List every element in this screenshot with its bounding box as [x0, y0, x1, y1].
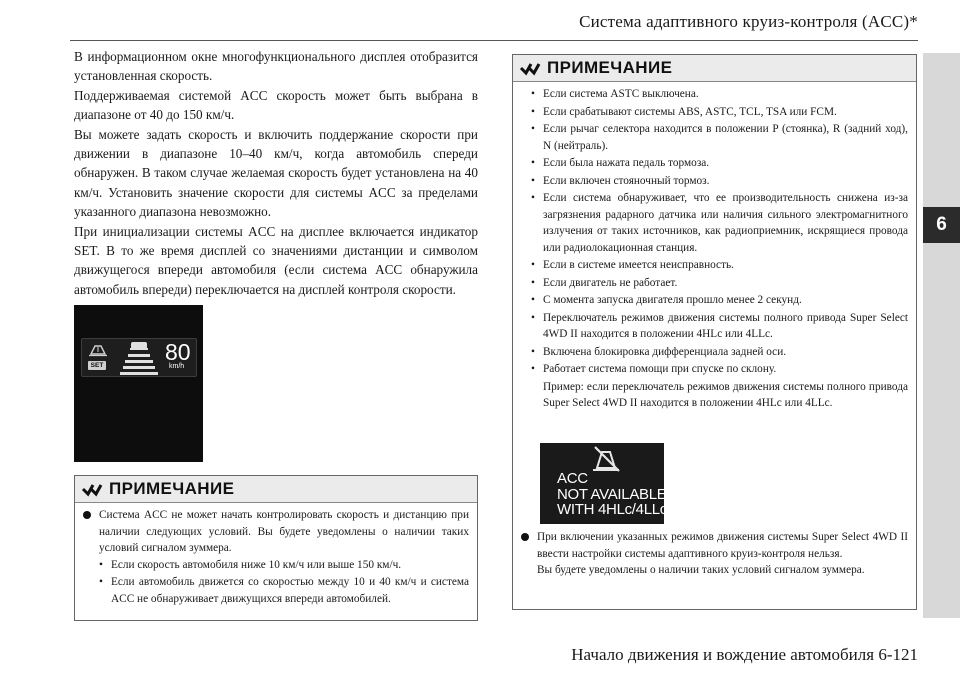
- set-indicator: SET: [88, 361, 106, 370]
- acc-disabled-icon: [589, 444, 623, 473]
- note-title: ПРИМЕЧАНИЕ: [109, 479, 235, 498]
- checkmark-icon: [81, 481, 103, 497]
- note-list-item: • Если рычаг селектора находится в положении P (стоянка), R (задний ход), N (нейтраль).: [531, 123, 908, 152]
- note-box-left: [74, 475, 478, 621]
- chapter-side-tab: [923, 53, 960, 618]
- page-footer: Начало движения и вождение автомобиля 6-121: [571, 645, 918, 664]
- speed-unit: km/h: [169, 363, 185, 370]
- acc-warning-text: ACC NOT AVAILABLE WITH 4HLc/4LLc: [557, 470, 667, 518]
- note-example: Пример: если переключатель режимов движения системы полного привода Super Select 4WD II находится в положении 4HLc или 4LLc.: [543, 380, 908, 409]
- page-header-title: Система адаптивного круиз-контроля (ACC)*: [579, 12, 918, 31]
- note-list-item: • Работает система помощи при спуске по склону.: [531, 363, 777, 375]
- note-list-item: • Если автомобиль движется со скоростью между 10 и 40 км/ч и система ACC не обнаруживает движущихся впереди автомобилей.: [99, 576, 469, 605]
- bullet-disc-icon: [521, 533, 529, 541]
- note-list-item: • С момента запуска двигателя прошло менее 2 секунд.: [531, 294, 802, 306]
- note-list-item: • Переключатель режимов движения системы полного привода Super Select 4WD II находится в положении 4HLc или 4LLc.: [531, 311, 908, 340]
- note-final-paragraph: При включении указанных режимов движения системы Super Select 4WD II ввести настройки системы адаптивного круиз-контроля нельзя.: [521, 529, 908, 562]
- note-list-item: • Если система ASTC выключена.: [531, 88, 699, 100]
- note-header: [513, 55, 916, 82]
- chapter-number: 6: [923, 207, 960, 243]
- header-divider: [70, 40, 918, 41]
- body-paragraph: В информационном окне многофункционального дисплея отобразится установленная скорость.: [74, 49, 478, 84]
- vehicle-ahead-distance-icon: [119, 339, 159, 376]
- body-paragraph: При инициализации системы ACC на дисплее включается индикатор SET. В то же время дисплей со значениями дистанции и символом движущегося впереди автомобиля (если система ACC обнаружила автомобиль впереди) переключается на дисплей контроля скорости.: [74, 223, 478, 297]
- note-list-item: • Если срабатывают системы ABS, ASTC, TCL, TSA или FCM.: [531, 105, 837, 118]
- note-title: ПРИМЕЧАНИЕ: [547, 58, 673, 77]
- note-list-item: • Если была нажата педаль тормоза.: [531, 157, 710, 169]
- note-header: [75, 476, 477, 503]
- note-list-item: • Если система обнаруживает, что ее производительность снижена из-за загрязнения радарного датчика или наличия сильного электромагнитного излучения от таких источников, как радиоприемник, искрящиеся провода или радиолокационная станция.: [531, 192, 908, 254]
- note-list-item: • Если в системе имеется неисправность.: [531, 259, 734, 271]
- note-list-item: • Включена блокировка дифференциала задней оси.: [531, 345, 787, 358]
- bullet-disc-icon: [83, 511, 91, 519]
- main-text-column: [74, 47, 478, 299]
- note-list-item: • Если двигатель не работает.: [531, 276, 678, 289]
- note-intro: Система ACC не может начать контролировать скорость и дистанцию при наличии следующих условий. Вы будете уведомлены о наличии таких условий сигналом зуммера.: [83, 507, 469, 557]
- checkmark-icon: [519, 60, 541, 76]
- note-list-item: • Если включен стояночный тормоз.: [531, 174, 710, 187]
- note-list-item: • Если скорость автомобиля ниже 10 км/ч или выше 150 км/ч.: [99, 558, 402, 571]
- acc-distance-icon: [87, 343, 109, 357]
- body-paragraph: Вы можете задать скорость и включить поддержание скорости при движении в диапазоне 10–40 км/ч, когда автомобиль спереди обнаружен. В таком случае желаемая скорость будет установлена на 40 км/ч. Установить значение скорости для системы ACC за пределами указанного диапазона невозможно.: [74, 126, 478, 220]
- body-paragraph: Поддерживаемая системой ACC скорость может быть выбрана в диапазоне от 40 до 150 км/ч.: [74, 87, 478, 123]
- set-speed-value: 80: [165, 339, 191, 365]
- note-final-paragraph: Вы будете уведомлены о наличии таких условий сигналом зуммера.: [537, 564, 865, 576]
- multi-info-display-illustration: [74, 305, 203, 462]
- note-box-right: [512, 54, 917, 610]
